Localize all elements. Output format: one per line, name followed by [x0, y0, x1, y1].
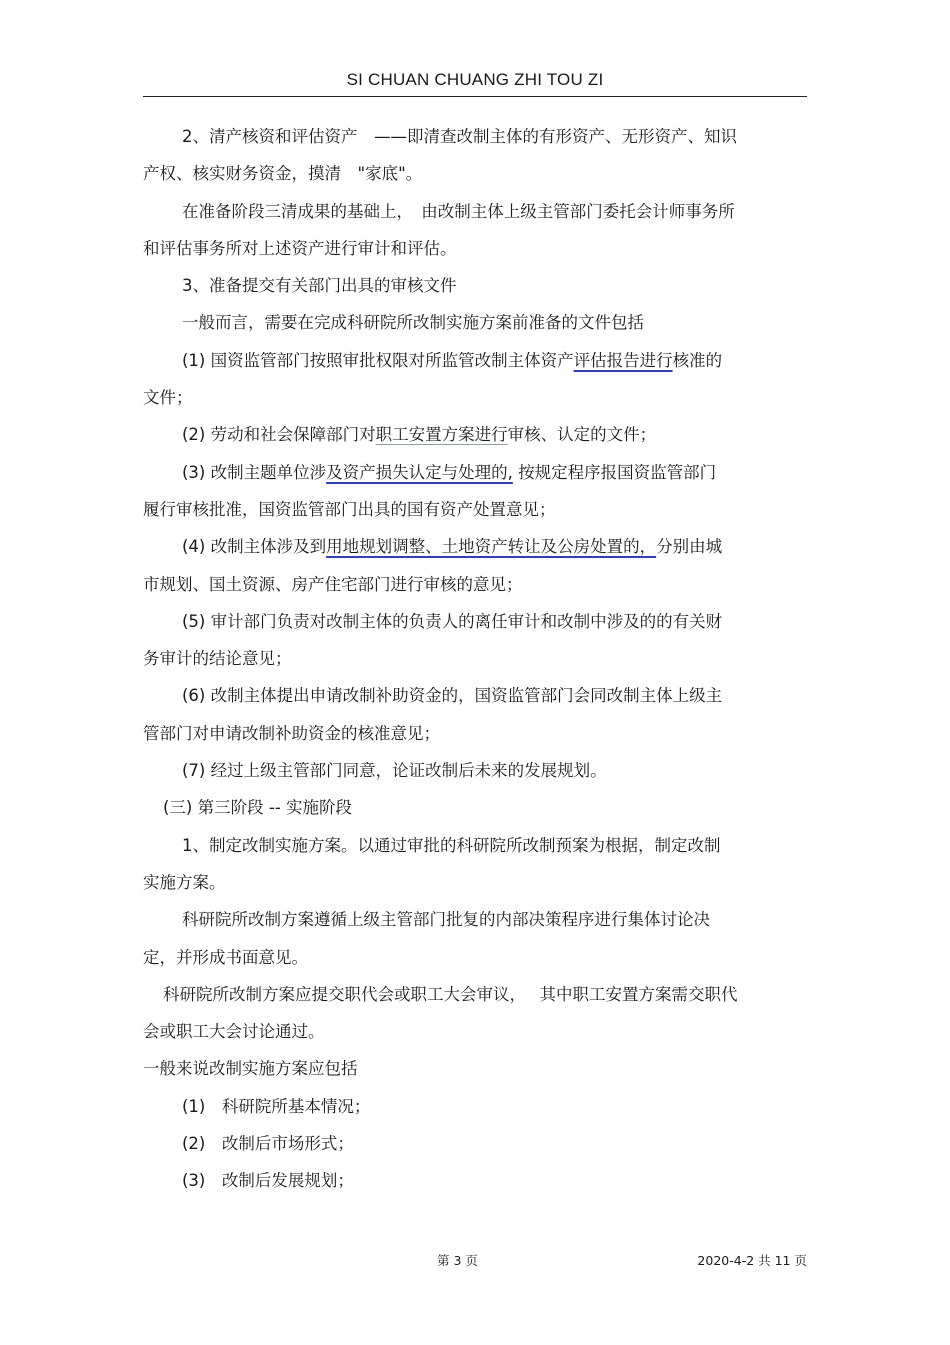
- paragraph-line: 3、准备提交有关部门出具的审核文件: [182, 276, 457, 296]
- paragraph-line: 市规划、国土资源、房产住宅部门进行审核的意见；: [143, 574, 523, 594]
- paragraph-line: 产权、核实财务资金，摸清 "家底"。: [143, 164, 423, 184]
- list-item-line: [143, 342, 803, 379]
- list-item-line: (6) 改制主体提出申请改制补助资金的，国资监管部门会同改制主体上级主: [182, 686, 723, 706]
- underlined-text: 评估报告进行: [573, 350, 673, 370]
- list-item-line: (2) 改制后市场形式；: [182, 1134, 354, 1154]
- paragraph-line: 1、制定改制实施方案。以通过审批的科研院所改制预案为根据，制定改制: [182, 835, 721, 855]
- list-item-line: [143, 416, 803, 453]
- paragraph-line: 一般而言，需要在完成科研院所改制实施方案前准备的文件包括: [182, 313, 644, 333]
- list-item-line: (7) 经过上级主管部门同意，论证改制后未来的发展规划。: [182, 761, 607, 781]
- section-heading: (三) 第三阶段 -- 实施阶段: [163, 798, 353, 818]
- paragraph-line: 定，并形成书面意见。: [143, 947, 308, 967]
- text-run: 审核、认定的文件；: [507, 425, 657, 445]
- text-run: 按规定程序报国资监管部门: [512, 462, 717, 482]
- paragraph-line: 务审计的结论意见；: [143, 649, 292, 669]
- paragraph-line: 文件；: [143, 388, 193, 408]
- header-rule: [143, 96, 807, 97]
- paragraph-line: 履行审核批准，国资监管部门出具的国有资产处置意见；: [143, 499, 556, 519]
- paragraph-line: 在准备阶段三清成果的基础上， 由改制主体上级主管部门委托会计师事务所: [182, 201, 735, 221]
- text-run: (3) 改制主题单位涉: [182, 462, 327, 482]
- underlined-text: 用地规划调整、土地资产转让及公房处置的，: [326, 537, 657, 557]
- text-run: (2) 劳动和社会保障部门对: [182, 425, 376, 445]
- footer-date-total: 2020-4-2 共 11 页: [697, 1253, 807, 1268]
- header-title: SI CHUAN CHUANG ZHI TOU ZI: [346, 70, 604, 89]
- paragraph-line: 管部门对申请改制补助资金的核准意见；: [143, 723, 440, 743]
- page-number: 第 3 页: [437, 1253, 478, 1268]
- list-item-line: (1) 科研院所基本情况；: [182, 1096, 371, 1116]
- text-run: 分别由城: [656, 537, 723, 557]
- paragraph-line: 一般来说改制实施方案应包括: [143, 1059, 358, 1079]
- text-run: 核准的: [672, 350, 723, 370]
- paragraph-line: 科研院所改制方案遵循上级主管部门批复的内部决策程序进行集体讨论决: [182, 910, 710, 930]
- paragraph-line: 实施方案。: [143, 872, 226, 892]
- paragraph-line: 会或职工大会讨论通过。: [143, 1022, 325, 1042]
- list-item-line: (3) 改制后发展规划；: [182, 1171, 354, 1191]
- document-body: [143, 118, 803, 1200]
- paragraph-line: 2、清产核资和评估资产 ——即清查改制主体的有形资产、无形资产、知识: [182, 127, 737, 146]
- list-item-line: [143, 454, 803, 491]
- paragraph-line: 科研院所改制方案应提交职代会或职工大会审议， 其中职工安置方案需交职代: [163, 984, 738, 1004]
- text-run: (1) 国资监管部门按照审批权限对所监管改制主体资产: [182, 350, 574, 370]
- underlined-text: 职工安置方案进行: [375, 425, 508, 445]
- list-item-line: (5) 审计部门负责对改制主体的负责人的离任审计和改制中涉及的的有关财: [182, 611, 723, 631]
- list-item-line: [143, 528, 803, 565]
- underlined-text: 及资产损失认定与处理的,: [326, 462, 513, 482]
- text-run: (4) 改制主体涉及到: [182, 537, 327, 557]
- paragraph-line: 和评估事务所对上述资产进行审计和评估。: [143, 238, 457, 258]
